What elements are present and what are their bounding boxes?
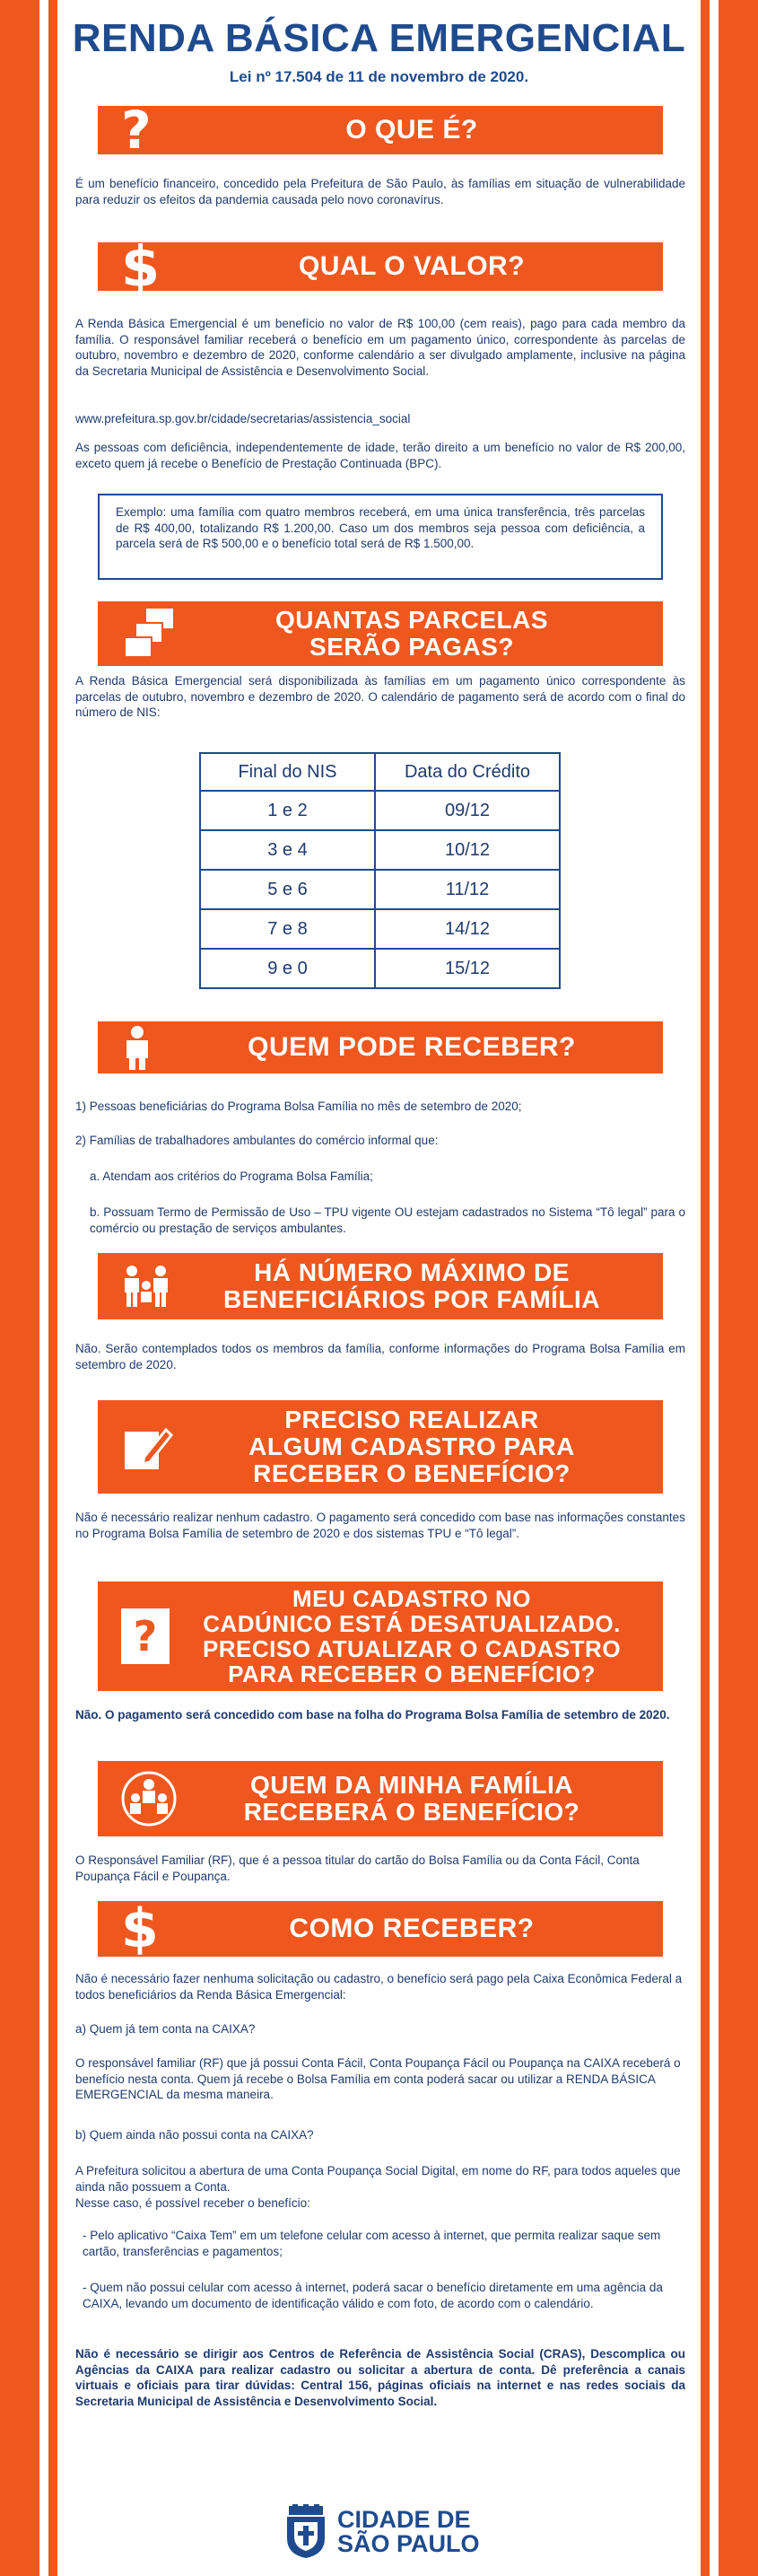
parcelas-text: A Renda Básica Emergencial será disponibilizada às famílias em um pagamento único correspondente às parcelas de outubro, novembro e dezembro de 2020. O calendário de pagamento será de acordo com o final do número de NIS: bbox=[75, 674, 685, 720]
final-notice: Não é necessário se dirigir aos Centros de Referência de Assistência Social (CRAS), Descomplica ou Agências da CAIXA para realizar cadastro ou solicitar a abertura de conta. Dê preferência a canais virtuais e oficiais para tirar dúvidas: Central 156, páginas oficiais na internet e nas redes sociais da Secretaria Municipal de Assistência e Desenvolvimento Social. bbox=[75, 2347, 685, 2408]
banner-parcelas bbox=[98, 601, 663, 666]
quem-pode-item-1: 1) Pessoas beneficiárias do Programa Bolsa Família no mês de setembro de 2020; bbox=[75, 1100, 522, 1113]
banner-quem-pode bbox=[98, 1021, 663, 1073]
option-caixa-tem: - Pelo aplicativo “Caixa Tem” em um telefone celular com acesso à internet, que permita realizar saque sem cartão, transferências e pagamentos; bbox=[83, 2229, 661, 2258]
table-row bbox=[200, 870, 560, 909]
table-header-row bbox=[200, 753, 560, 791]
header-data-credito: Data do Crédito bbox=[375, 753, 560, 791]
section-title: QUAL O VALOR? bbox=[298, 250, 526, 281]
dollar-icon: $ bbox=[121, 233, 161, 300]
nis-cell: 1 e 2 bbox=[200, 791, 375, 830]
question-a: a) Quem já tem conta na CAIXA? bbox=[75, 2022, 256, 2036]
date-cell: 15/12 bbox=[375, 949, 560, 988]
nis-cell: 5 e 6 bbox=[200, 870, 375, 909]
banner-numero-maximo bbox=[98, 1253, 663, 1319]
o-que-e-text: É um benefício financeiro, concedido pela Prefeitura de São Paulo, às famílias em situação de vulnerabilidade para reduzir os efeitos da pandemia causada pelo novo coronavírus. bbox=[75, 177, 685, 206]
section-title: COMO RECEBER? bbox=[289, 1913, 535, 1943]
left-orange-border bbox=[0, 0, 57, 2576]
section-title: O QUE É? bbox=[345, 114, 478, 145]
quem-familia-text: O Responsável Familiar (RF), que é a pessoa titular do cartão do Bolsa Família ou da Conta Fácil, Conta Poupança Fácil e Poupança. bbox=[75, 1853, 640, 1883]
cadastro-text: Não é necessário realizar nenhum cadastro. O pagamento será concedido com base nas informações constantes no Programa Bolsa Família de setembro de 2020 e dos sistemas TPU e “Tô legal”. bbox=[75, 1511, 685, 1540]
answer-a: O responsável familiar (RF) que já possui Conta Fácil, Conta Poupança Fácil ou Poupança na CAIXA receberá o benefício nesta conta. Quem já recebe o Bolsa Família em conta poderá sacar ou utilizar a RENDA BÁSICA EMERGENCIAL da mesma maneira. bbox=[75, 2056, 681, 2102]
banner-qual-valor bbox=[98, 233, 663, 300]
secretaria-link[interactable]: www.prefeitura.sp.gov.br/cidade/secretarias/assistencia_social bbox=[75, 412, 411, 425]
section-title: PRECISO REALIZAR ALGUM CADASTRO PARA RECEBER O BENEFÍCIO? bbox=[248, 1405, 575, 1488]
table-row bbox=[200, 791, 560, 830]
law-subtitle: Lei nº 17.504 de 11 de novembro de 2020. bbox=[229, 68, 529, 85]
date-cell: 10/12 bbox=[375, 830, 560, 870]
banner-o-que-e bbox=[98, 100, 663, 161]
pencil-form-icon bbox=[121, 1421, 173, 1473]
logo-text: CIDADE DE SÃO PAULO bbox=[337, 2506, 480, 2557]
right-orange-border bbox=[701, 0, 758, 2576]
section-title: QUEM DA MINHA FAMÍLIA RECEBERÁ O BENEFÍCIO? bbox=[243, 1770, 580, 1826]
numero-maximo-text: Não. Serão contemplados todos os membros da família, conforme informações do Programa Bolsa Família em setembro de 2020. bbox=[75, 1342, 685, 1371]
como-receber-text: Não é necessário fazer nenhuma solicitação ou cadastro, o benefício será pago pela Caixa Econômica Federal a todos beneficiários da Renda Básica Emergencial: bbox=[75, 1972, 683, 2002]
table-row bbox=[200, 830, 560, 870]
answer-b-options-intro: Nesse caso, é possível receber o benefício: bbox=[75, 2196, 310, 2210]
page-title: RENDA BÁSICA EMERGENCIAL bbox=[72, 16, 686, 60]
cadunico-text: Não. O pagamento será concedido com base na folha do Programa Bolsa Família de setembro de 2020. bbox=[75, 1708, 670, 1722]
question-box-icon: ? bbox=[121, 1608, 170, 1664]
valor-text: A Renda Básica Emergencial é um benefício no valor de R$ 100,00 (cem reais), pago para cada membro da família. O responsável familiar receberá o benefício em um pagamento único, correspondente às parcelas de outubro, novembro e dezembro de 2020, conforme calendário a ser divulgado amplamente, inclusive na página da Secretaria Municipal de Assistência e Desenvolvimento Social. bbox=[75, 317, 685, 378]
section-title: QUANTAS PARCELAS SERÃO PAGAS? bbox=[274, 605, 549, 661]
deficiencia-text: As pessoas com deficiência, independentemente de idade, terão direito a um benefício no valor de R$ 200,00, exceto quem já recebe o Benefício de Prestação Continuada (BPC). bbox=[75, 441, 685, 470]
banner-quem-familia bbox=[98, 1761, 663, 1836]
nis-cell: 3 e 4 bbox=[200, 830, 375, 870]
banner-como-receber bbox=[98, 1897, 663, 1960]
section-title: HÁ NÚMERO MÁXIMO DE BENEFICIÁRIOS POR FAMÍLIA bbox=[222, 1257, 601, 1313]
prefeitura-logo bbox=[282, 2504, 480, 2560]
person-icon bbox=[121, 1025, 153, 1070]
quem-pode-item-2: 2) Famílias de trabalhadores ambulantes do comércio informal que: bbox=[75, 1134, 439, 1147]
nis-cell: 9 e 0 bbox=[200, 949, 375, 988]
date-cell: 11/12 bbox=[375, 870, 560, 909]
question-b: b) Quem ainda não possui conta na CAIXA? bbox=[75, 2128, 314, 2142]
nis-cell: 7 e 8 bbox=[200, 909, 375, 949]
document-body bbox=[57, 0, 701, 2576]
nis-calendar-table bbox=[199, 752, 561, 989]
table-row bbox=[200, 949, 560, 988]
section-title: MEU CADASTRO NO CADÚNICO ESTÁ DESATUALIZADO. PRECISO ATUALIZAR O CADASTRO PARA RECEBER O BENEFÍCIO? bbox=[202, 1584, 622, 1688]
header-final-nis: Final do NIS bbox=[200, 753, 375, 791]
date-cell: 09/12 bbox=[375, 791, 560, 830]
section-title: QUEM PODE RECEBER? bbox=[248, 1031, 576, 1062]
quem-pode-item-2b: b. Possuam Termo de Permissão de Uso – TPU vigente OU estejam cadastrados no Sistema “Tô legal” para o comércio ou prestação de serviços ambulantes. bbox=[90, 1205, 685, 1235]
answer-b-intro: A Prefeitura solicitou a abertura de uma Conta Poupança Social Digital, em nome do RF, para todos aqueles que ainda não possuem a Conta. bbox=[75, 2164, 681, 2194]
money-hand-icon: $ bbox=[121, 1897, 159, 1960]
banner-cadunico bbox=[98, 1582, 663, 1691]
city-seal-icon bbox=[282, 2504, 330, 2560]
date-cell: 14/12 bbox=[375, 909, 560, 949]
table-row bbox=[200, 909, 560, 949]
family-icon bbox=[121, 1264, 171, 1309]
example-box: Exemplo: uma família com quatro membros receberá, em uma única transferência, três parcelas de R$ 400,00, totalizando R$ 1.200,00. Caso um dos membros seja pessoa com deficiência, a parcela será de R$ 500,00 e o benefício total será de R$ 1.500,00. bbox=[98, 494, 663, 580]
calendar-pages-icon bbox=[121, 607, 177, 661]
quem-pode-item-2a: a. Atendam aos critérios do Programa Bolsa Família; bbox=[90, 1170, 373, 1183]
question-mark-icon: ? bbox=[121, 100, 152, 161]
family-circle-icon bbox=[121, 1771, 177, 1827]
banner-cadastro bbox=[98, 1400, 663, 1494]
option-agencia: - Quem não possui celular com acesso à internet, poderá sacar o benefício diretamente em uma agência da CAIXA, levando um documento de identificação válido e com foto, de acordo com o calendário. bbox=[83, 2281, 663, 2310]
